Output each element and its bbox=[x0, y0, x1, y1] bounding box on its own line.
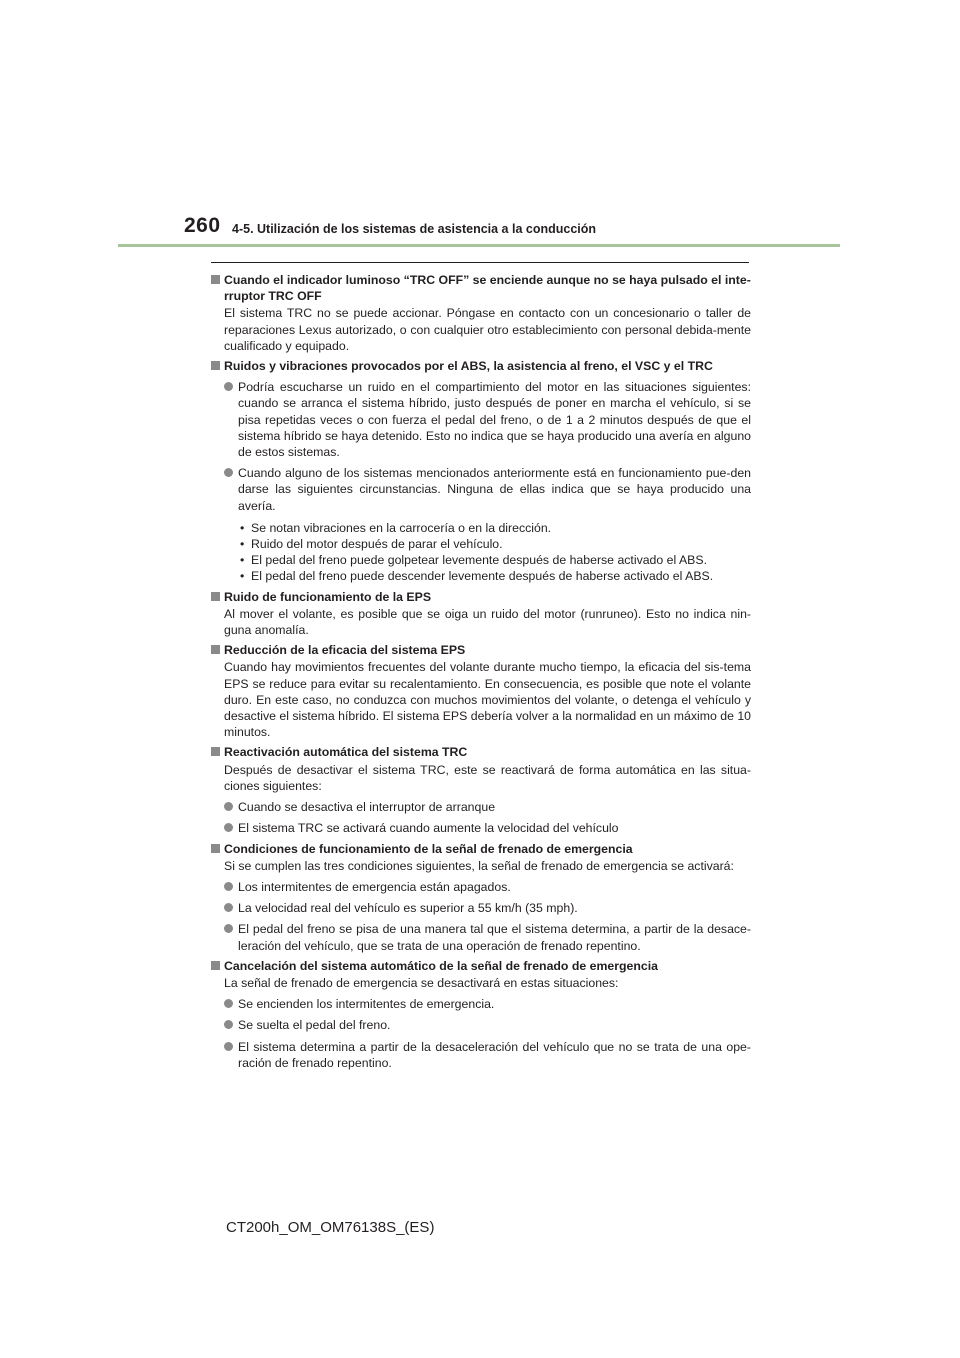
sub-list-item: • El pedal del freno puede golpetear levemente después de haberse activado el ABS. bbox=[240, 553, 707, 568]
list-item: El sistema TRC se activará cuando aumente la velocidad del vehículo bbox=[211, 820, 751, 836]
section-heading: Reducción de la eficacia del sistema EPS bbox=[211, 642, 751, 658]
list-item: Podría escucharse un ruido en el compartimiento del motor en las situaciones siguientes: cuando se arranca el sistema híbrido, justo después de poner en marcha el vehículo, si se pisa repetidas veces o con fuerza el pedal del freno, o de 1 a 2 minutos después de que el sistema híbrido se haya detenido. Esto no indica que se haya producido una avería en alguno de estos sistemas. bbox=[211, 379, 751, 460]
section-title: 4-5. Utilización de los sistemas de asistencia a la conducción bbox=[232, 222, 597, 236]
section-heading: Cancelación del sistema automático de la señal de frenado de emergencia bbox=[211, 958, 751, 974]
section-trc-off-indicator bbox=[211, 272, 751, 354]
section-paragraph: Si se cumplen las tres condiciones siguientes, la señal de frenado de emergencia se activará: bbox=[224, 858, 734, 873]
section-paragraph: Después de desactivar el sistema TRC, este se reactivará de forma automática en las situa-ciones siguientes: bbox=[224, 762, 751, 793]
sub-list-item: • El pedal del freno puede descender levemente después de haberse activado el ABS. bbox=[240, 569, 714, 584]
section-emergency-brake-cancellation bbox=[211, 958, 751, 1071]
section-emergency-brake-conditions bbox=[211, 841, 751, 954]
circle-bullet-icon bbox=[224, 468, 233, 477]
section-heading: Cuando el indicador luminoso “TRC OFF” se enciende aunque no se haya pulsado el inte-rruptor TRC OFF bbox=[211, 272, 751, 304]
section-heading: Ruidos y vibraciones provocados por el ABS, la asistencia al freno, el VSC y el TRC bbox=[211, 358, 751, 374]
circle-bullet-icon bbox=[224, 924, 233, 933]
sub-list-item: • Ruido del motor después de parar el vehículo. bbox=[240, 537, 503, 552]
list-item: Cuando se desactiva el interruptor de arranque bbox=[211, 799, 751, 815]
sub-list-item: • Se notan vibraciones en la carrocería o en la dirección. bbox=[240, 520, 552, 535]
dot-marker-icon: • bbox=[240, 569, 245, 584]
circle-bullet-icon bbox=[224, 1020, 233, 1029]
circle-bullet-icon bbox=[224, 382, 233, 391]
square-bullet-icon bbox=[211, 592, 220, 601]
document-code: CT200h_OM_OM76138S_(ES) bbox=[226, 1219, 435, 1236]
page-header bbox=[184, 214, 840, 242]
square-bullet-icon bbox=[211, 844, 220, 853]
header-rule bbox=[118, 244, 840, 247]
circle-bullet-icon bbox=[224, 1042, 233, 1051]
list-item: Se encienden los intermitentes de emergencia. bbox=[211, 996, 751, 1012]
page-content bbox=[211, 268, 751, 1071]
section-noises-vibrations bbox=[211, 358, 751, 585]
circle-bullet-icon bbox=[224, 903, 233, 912]
section-heading: Condiciones de funcionamiento de la señal de frenado de emergencia bbox=[211, 841, 751, 857]
dot-marker-icon: • bbox=[240, 553, 245, 568]
square-bullet-icon bbox=[211, 961, 220, 970]
square-bullet-icon bbox=[211, 275, 220, 284]
section-eps-noise bbox=[211, 589, 751, 639]
dot-marker-icon: • bbox=[240, 537, 245, 552]
square-bullet-icon bbox=[211, 645, 220, 654]
square-bullet-icon bbox=[211, 361, 220, 370]
square-bullet-icon bbox=[211, 747, 220, 756]
section-paragraph: Al mover el volante, es posible que se oiga un ruido del motor (runruneo). Esto no indica nin-guna anomalía. bbox=[224, 606, 751, 638]
list-item: Se suelta el pedal del freno. bbox=[211, 1017, 751, 1033]
section-paragraph: Cuando hay movimientos frecuentes del volante durante mucho tiempo, la eficacia del sis-tema EPS se reduce para evitar su recalentamiento. En consecuencia, es posible que note el volante duro. En este caso, no conduzca con muchos movimientos del volante, o detenga el vehículo y desactive el sistema híbrido. El sistema EPS debería volver a la normalidad en un máximo de 10 minutos. bbox=[224, 660, 751, 740]
list-item: El pedal del freno se pisa de una manera tal que el sistema determina, a partir de la desace-leración del vehículo, que se trata de una operación de frenado repentino. bbox=[211, 921, 751, 953]
list-item: La velocidad real del vehículo es superior a 55 km/h (35 mph). bbox=[211, 900, 751, 916]
list-item: Cuando alguno de los sistemas mencionados anteriormente está en funcionamiento pue-den darse las siguientes circunstancias. Ninguna de ellas indica que se haya producido una avería. bbox=[211, 465, 751, 514]
dot-marker-icon: • bbox=[240, 520, 245, 535]
section-trc-reactivation bbox=[211, 744, 751, 836]
circle-bullet-icon bbox=[224, 823, 233, 832]
circle-bullet-icon bbox=[224, 882, 233, 891]
content-top-rule bbox=[211, 262, 749, 263]
list-item: Los intermitentes de emergencia están apagados. bbox=[211, 879, 751, 895]
section-paragraph: La señal de frenado de emergencia se desactivará en estas situaciones: bbox=[224, 975, 619, 990]
sub-list bbox=[211, 520, 751, 585]
section-heading: Ruido de funcionamiento de la EPS bbox=[211, 589, 751, 605]
page-number: 260 bbox=[184, 214, 221, 237]
list-item: El sistema determina a partir de la desaceleración del vehículo que no se trata de una ope-ración de frenado repentino. bbox=[211, 1039, 751, 1071]
section-paragraph: El sistema TRC no se puede accionar. Póngase en contacto con un concesionario o taller de reparaciones Lexus autorizado, o con cualquier otro establecimiento con personal debida-mente cualificado y equipado. bbox=[224, 306, 751, 353]
section-heading: Reactivación automática del sistema TRC bbox=[211, 744, 751, 760]
circle-bullet-icon bbox=[224, 999, 233, 1008]
circle-bullet-icon bbox=[224, 802, 233, 811]
section-eps-efficiency bbox=[211, 642, 751, 740]
